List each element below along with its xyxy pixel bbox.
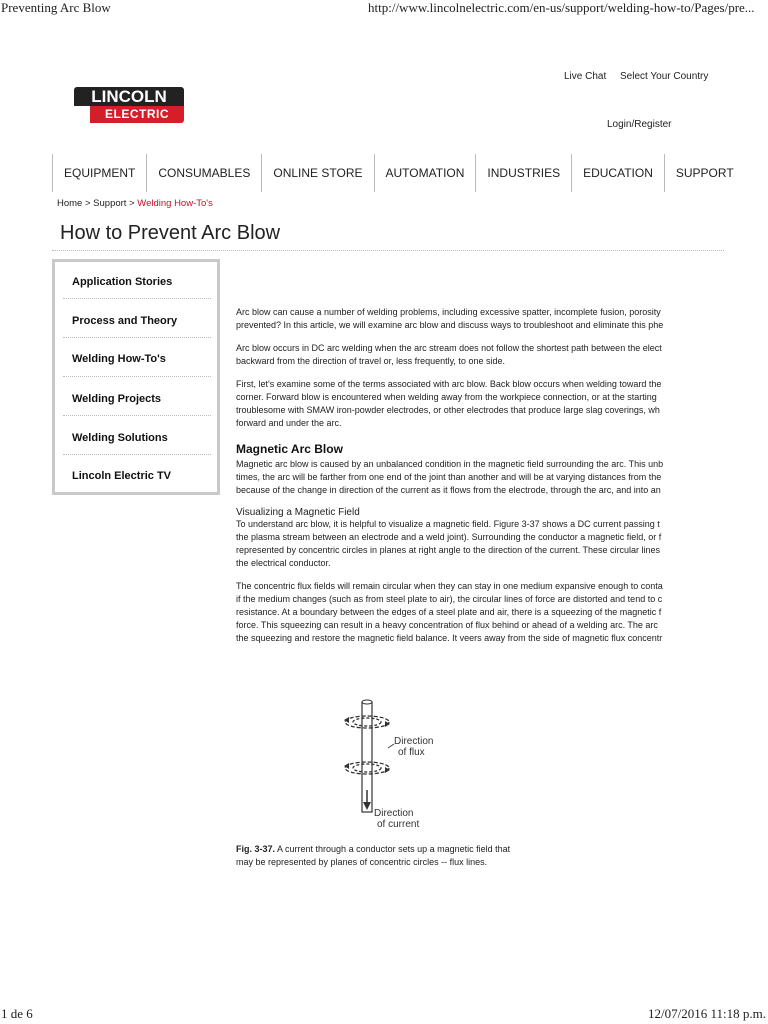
text-line: To understand arc blow, it is helpful to visualize a magnetic field. Figure 3-37 shows a DC current passing t <box>236 519 660 529</box>
article-paragraph <box>236 518 724 570</box>
text-line: because of the change in direction of the current as it flows from the electrode, through the arc, and into an <box>236 485 661 495</box>
text-line: backward from the direction of travel or, less frequently, to one side. <box>236 356 505 366</box>
article-paragraph <box>236 458 724 497</box>
sidebar-item-process-theory[interactable]: Process and Theory <box>72 315 178 327</box>
magnetic-flux-figure <box>330 692 450 832</box>
text-line: First, let's examine some of the terms associated with arc blow. Back blow occurs when welding toward the <box>236 379 662 389</box>
text-line: corner. Forward blow is encountered when welding away from the workpiece connection, or at the starting <box>236 392 657 402</box>
breadcrumb-separator: > <box>82 198 94 209</box>
text-line: resistance. At a boundary between the edges of a steel plate and air, there is a squeezing of the magnetic f <box>236 607 662 617</box>
print-datetime: 12/07/2016 11:18 p.m. <box>648 1006 766 1021</box>
sidebar-item-application-stories[interactable]: Application Stories <box>72 276 173 288</box>
sidebar-divider <box>63 376 211 377</box>
text-line: represented by concentric circles in planes at right angle to the direction of the current. These circular lines <box>236 545 661 555</box>
nav-equipment[interactable]: EQUIPMENT <box>52 154 146 192</box>
select-country-link[interactable]: Select Your Country <box>620 71 709 82</box>
logo-word-electric: ELECTRIC <box>90 106 184 123</box>
print-page-count: 1 de 6 <box>1 1006 33 1021</box>
text-line: The concentric flux fields will remain circular when they can stay in one medium expansive enough to conta <box>236 581 663 591</box>
text-line: force. This squeezing can result in a heavy concentration of flux behind or ahead of a welding arc. The arc <box>236 620 658 630</box>
text-line: the squeezing and restore the magnetic field balance. It veers away from the side of magnetic flux concentr <box>236 633 663 643</box>
login-register-link[interactable]: Login/Register <box>607 119 672 130</box>
sidebar-divider <box>63 298 211 299</box>
live-chat-link[interactable]: Live Chat <box>564 71 607 82</box>
flux-arrow-icon <box>385 721 390 727</box>
nav-automation[interactable]: AUTOMATION <box>374 154 476 192</box>
sidebar-divider <box>63 415 211 416</box>
text-line: times, the arc will be farther from one end of the joint than another and will be at varying distances from the <box>236 472 662 482</box>
flux-arrow-icon <box>385 767 390 773</box>
article-paragraph <box>236 342 724 368</box>
figure-caption-text: A current through a conductor sets up a magnetic field that may be represented by planes of concentric circles -- flux lines. <box>236 844 511 867</box>
figure-caption <box>236 843 526 869</box>
text-line: Arc blow occurs in DC arc welding when the arc stream does not follow the shortest path between the elect <box>236 343 662 353</box>
sidebar-item-welding-solutions[interactable]: Welding Solutions <box>72 432 168 444</box>
flux-arrow-icon <box>344 763 349 769</box>
sidebar-item-welding-how-tos[interactable]: Welding How-To's <box>72 353 166 365</box>
flux-arrow-icon <box>344 717 349 723</box>
nav-support[interactable]: SUPPORT <box>664 154 745 192</box>
title-divider <box>52 250 724 251</box>
breadcrumb-home[interactable]: Home <box>57 198 83 209</box>
conductor-top <box>362 700 372 704</box>
section-heading-magnetic-arc-blow: Magnetic Arc Blow <box>236 442 343 456</box>
nav-industries[interactable]: INDUSTRIES <box>475 154 571 192</box>
current-label-line1: Direction <box>374 808 414 819</box>
sidebar-item-lincoln-tv[interactable]: Lincoln Electric TV <box>72 470 172 482</box>
text-line: forward and under the arc. <box>236 418 342 428</box>
flux-label-line1: Direction <box>394 736 434 747</box>
subheading-visualizing-magnetic-field: Visualizing a Magnetic Field <box>236 507 360 518</box>
text-line: prevented? In this article, we will examine arc blow and discuss ways to troubleshoot and eliminate this phe <box>236 320 664 330</box>
figure-caption-number: Fig. 3-37. <box>236 844 276 854</box>
main-nav <box>52 154 734 192</box>
text-line: Arc blow can cause a number of welding problems, including excessive spatter, incomplete fusion, porosity <box>236 307 661 317</box>
text-line: the electrical conductor. <box>236 558 331 568</box>
breadcrumb-support[interactable]: Support <box>93 198 127 209</box>
text-line: if the medium changes (such as from steel plate to air), the circular lines of force are distorted and tend to c <box>236 594 663 604</box>
text-line: the plasma stream between an electrode and a weld joint). Surrounding the conductor a magnetic field, or f <box>236 532 662 542</box>
nav-online-store[interactable]: ONLINE STORE <box>261 154 373 192</box>
article-body <box>236 306 724 655</box>
lincoln-electric-logo[interactable] <box>74 87 184 125</box>
breadcrumb-current[interactable]: Welding How-To's <box>137 198 213 209</box>
breadcrumb-separator: > <box>126 198 138 209</box>
article-paragraph <box>236 580 724 645</box>
nav-education[interactable]: EDUCATION <box>571 154 664 192</box>
breadcrumb <box>57 198 213 209</box>
sidebar-divider <box>63 337 211 338</box>
current-label-line2: of current <box>377 819 420 830</box>
page-title: How to Prevent Arc Blow <box>60 222 281 244</box>
article-paragraph <box>236 306 724 332</box>
nav-consumables[interactable]: CONSUMABLES <box>146 154 261 192</box>
sidebar-divider <box>63 454 211 455</box>
logo-word-lincoln: LINCOLN <box>74 87 184 106</box>
print-url: http://www.lincolnelectric.com/en-us/support/welding-how-to/Pages/pre... <box>368 0 755 15</box>
sidebar <box>52 259 220 495</box>
article-paragraph <box>236 378 724 430</box>
flux-label-line2: of flux <box>398 747 425 758</box>
text-line: Magnetic arc blow is caused by an unbalanced condition in the magnetic field surrounding the arc. This unb <box>236 459 664 469</box>
print-doc-title: Preventing Arc Blow <box>1 0 111 15</box>
text-line: troublesome with SMAW iron-powder electrodes, or other electrodes that produce large slag coverings, wh <box>236 405 660 415</box>
sidebar-item-welding-projects[interactable]: Welding Projects <box>72 393 162 405</box>
